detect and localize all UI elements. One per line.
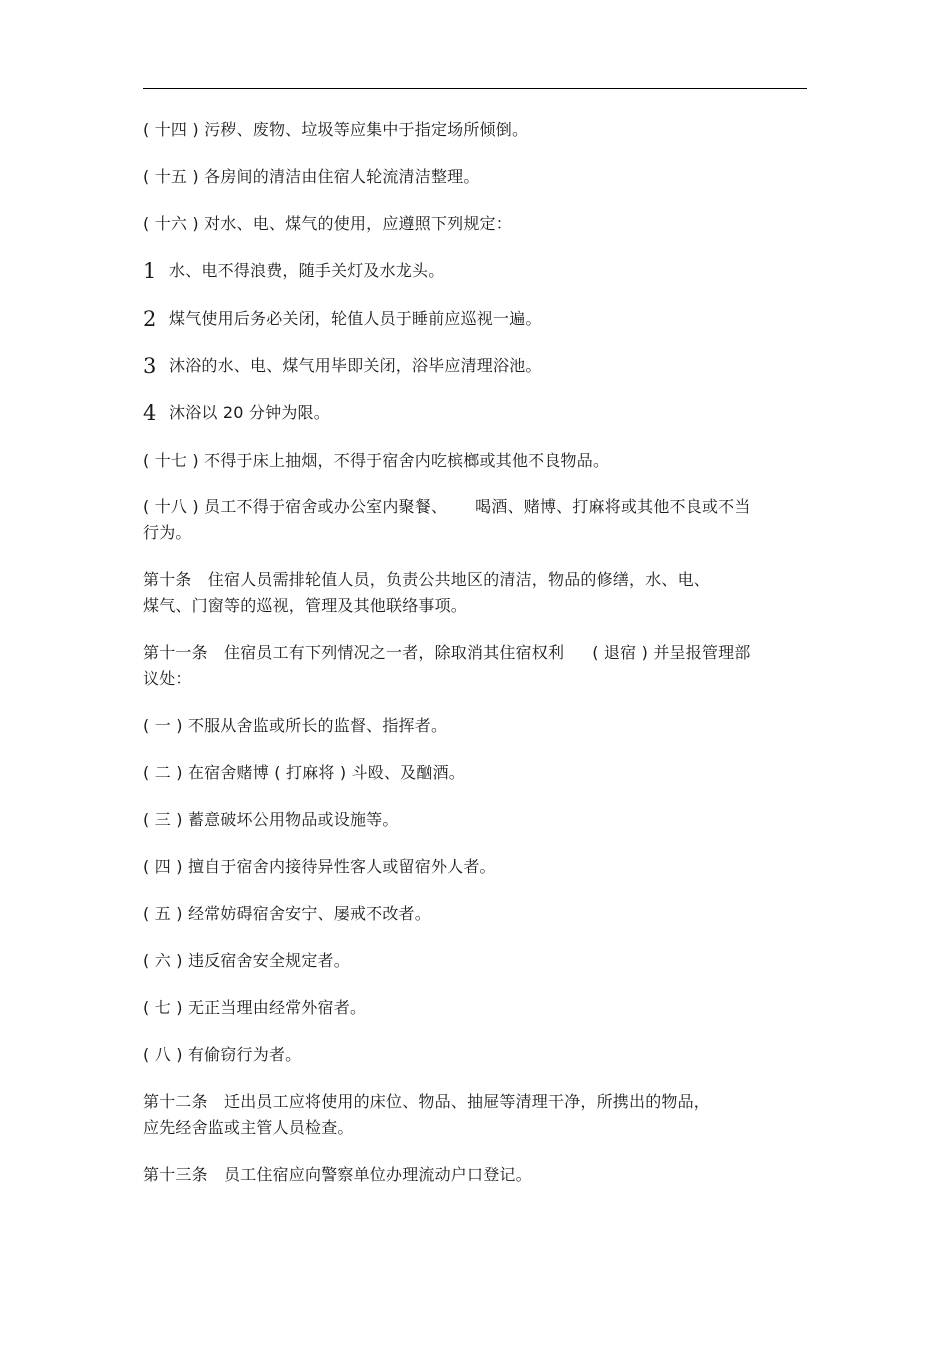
clause-7: ( 七 ) 无正当理由经常外宿者。 [143, 998, 367, 1017]
sub-item-3 [143, 353, 542, 379]
item-number: 1 [143, 259, 157, 283]
rule-item-18-part-b: 喝酒、赌博、打麻将或其他不良或不当 [475, 497, 751, 516]
header-rule [143, 88, 807, 89]
sub-item-1 [143, 258, 444, 284]
rule-item-14: ( 十四 ) 污秽、废物、垃圾等应集中于指定场所倾倒。 [143, 120, 529, 139]
article-11-part-b: ( 退宿 ) 并呈报管理部 [592, 643, 751, 662]
rule-item-18 [143, 494, 751, 520]
rule-item-18-cont: 行为。 [143, 523, 192, 542]
clause-3: ( 三 ) 蓄意破坏公用物品或设施等。 [143, 810, 399, 829]
article-13: 第十三条 员工住宿应向警察单位办理流动户口登记。 [143, 1165, 532, 1184]
rule-item-16: ( 十六 ) 对水、电、煤气的使用，应遵照下列规定： [143, 214, 512, 233]
article-11 [143, 640, 751, 666]
clause-2: ( 二 ) 在宿舍赌博 ( 打麻将 ) 斗殴、及酗酒。 [143, 763, 465, 782]
rule-item-18-part-a: ( 十八 ) 员工不得于宿舍或办公室内聚餐、 [143, 497, 448, 516]
rule-item-15: ( 十五 ) 各房间的清洁由住宿人轮流清洁整理。 [143, 167, 480, 186]
item-text: 煤气使用后务必关闭，轮值人员于睡前应巡视一遍。 [169, 309, 542, 328]
item-number: 2 [143, 307, 157, 331]
article-10-cont: 煤气、门窗等的巡视，管理及其他联络事项。 [143, 596, 468, 615]
sub-item-4 [143, 400, 330, 426]
item-text: 水、电不得浪费，随手关灯及水龙头。 [169, 261, 445, 280]
clause-6: ( 六 ) 违反宿舍安全规定者。 [143, 951, 350, 970]
clause-8: ( 八 ) 有偷窃行为者。 [143, 1045, 302, 1064]
rule-item-17: ( 十七 ) 不得于床上抽烟，不得于宿舍内吃槟榔或其他不良物品。 [143, 451, 610, 470]
article-11-cont: 议处： [143, 669, 192, 688]
sub-item-2 [143, 306, 542, 332]
item-text: 沐浴以 20 分钟为限。 [169, 403, 330, 422]
clause-4: ( 四 ) 擅自于宿舍内接待异性客人或留宿外人者。 [143, 857, 496, 876]
clause-5: ( 五 ) 经常妨碍宿舍安宁、屡戒不改者。 [143, 904, 431, 923]
item-number: 3 [143, 354, 157, 378]
item-number: 4 [143, 401, 157, 425]
item-text: 沐浴的水、电、煤气用毕即关闭，浴毕应清理浴池。 [169, 356, 542, 375]
article-12-cont: 应先经舍监或主管人员检查。 [143, 1118, 354, 1137]
article-11-part-a: 第十一条 住宿员工有下列情况之一者，除取消其住宿权利 [143, 643, 565, 662]
clause-1: ( 一 ) 不服从舍监或所长的监督、指挥者。 [143, 716, 448, 735]
article-12: 第十二条 迁出员工应将使用的床位、物品、抽屉等清理干净，所携出的物品， [143, 1092, 711, 1111]
article-10: 第十条 住宿人员需排轮值人员，负责公共地区的清洁，物品的修缮，水、电、 [143, 570, 711, 589]
